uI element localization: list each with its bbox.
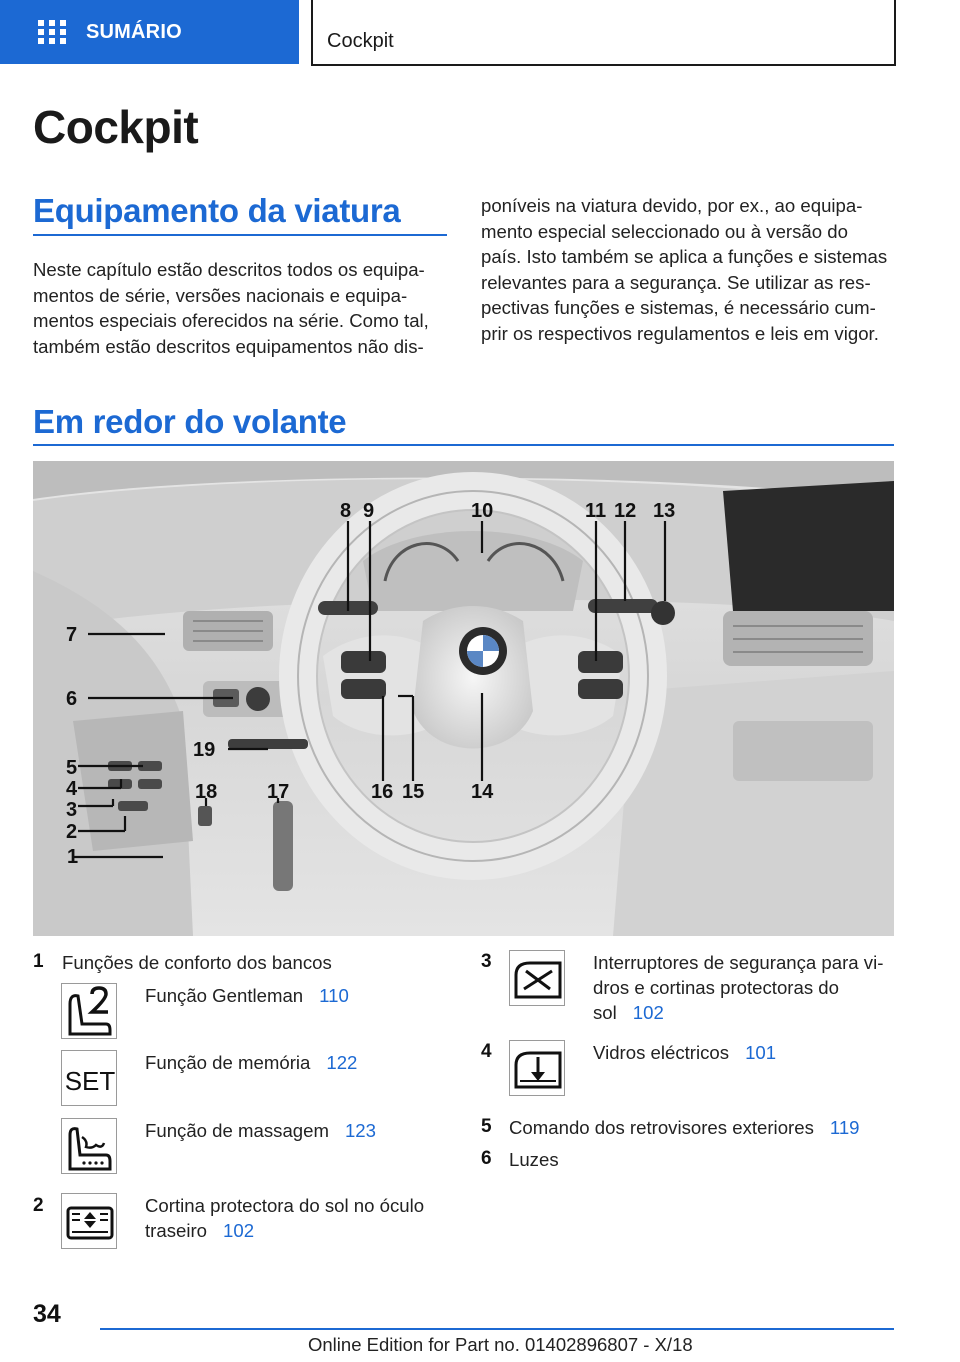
callout-16: 16 bbox=[371, 781, 394, 803]
callout-9: 9 bbox=[363, 500, 375, 522]
page-ref-link[interactable]: 123 bbox=[344, 1120, 376, 1141]
callout-14: 14 bbox=[471, 781, 494, 803]
legend-sub-massage: Função de massagem 123 bbox=[145, 1120, 376, 1141]
page-ref-link[interactable]: 102 bbox=[223, 1220, 255, 1241]
top-navigation bbox=[0, 0, 960, 66]
callout-12: 12 bbox=[614, 500, 637, 522]
callout-4: 4 bbox=[66, 778, 78, 800]
svg-text:SET: SET bbox=[64, 1066, 116, 1096]
callout-5: 5 bbox=[66, 757, 78, 779]
breadcrumb-current[interactable]: Cockpit bbox=[327, 30, 394, 52]
callout-13: 13 bbox=[653, 500, 676, 522]
footer-rule bbox=[100, 1328, 894, 1330]
legend-number: 1 bbox=[33, 951, 44, 972]
edition-note: Online Edition for Part no. 01402896807 - X/18 bbox=[308, 1334, 693, 1355]
page-ref-link[interactable]: 101 bbox=[745, 1042, 777, 1063]
intro-paragraph-right: poníveis na viatura devido, por ex., ao equipa- mento especial seleccionado ou à versão do país. Isto também se aplica a funções e sistemas relevantes para a segurança. Se utilizar as res- pectivas funções e sistemas, é necessário cum- prir os respectivos regulamentos e leis em vigor. bbox=[481, 195, 888, 344]
summary-label: SUMÁRIO bbox=[86, 20, 182, 43]
legend-number: 6 bbox=[481, 1148, 492, 1169]
callout-8: 8 bbox=[340, 500, 352, 522]
section-rule bbox=[33, 444, 894, 446]
page-number: 34 bbox=[33, 1300, 61, 1328]
summary-button[interactable] bbox=[0, 0, 299, 64]
page-ref-link[interactable]: 122 bbox=[326, 1052, 358, 1073]
page-ref-link[interactable]: 102 bbox=[632, 1002, 664, 1023]
rear-sunblind-icon bbox=[61, 1193, 117, 1249]
seat-massage-icon bbox=[61, 1118, 117, 1174]
legend-number: 5 bbox=[481, 1116, 492, 1137]
section-rule bbox=[33, 234, 447, 236]
page-ref-link[interactable]: 110 bbox=[319, 985, 349, 1006]
legend-item-mirrors: Comando dos retrovisores exteriores 119 bbox=[509, 1117, 860, 1138]
callout-7: 7 bbox=[66, 624, 78, 646]
legend-item-seat-comfort: Funções de conforto dos bancos bbox=[62, 952, 332, 973]
callout-19: 19 bbox=[193, 739, 216, 761]
legend-number: 4 bbox=[481, 1041, 492, 1062]
set-memory-icon bbox=[61, 1050, 117, 1106]
legend-sub-gentleman: Função Gentleman 110 bbox=[145, 985, 349, 1006]
cockpit-illustration bbox=[33, 461, 894, 936]
legend-item-rear-sunblind: Cortina protectora do sol no óculo traseiro 102 bbox=[145, 1195, 425, 1241]
section-title-steering: Em redor do volante bbox=[33, 403, 347, 440]
intro-paragraph-left: Neste capítulo estão descritos todos os equipa- mentos de série, versões nacionais e equipa- mentos especiais oferecidos na série. Como tal, também estão descritos equipamentos não dis- bbox=[33, 259, 429, 357]
window-safety-switch-icon bbox=[509, 950, 565, 1006]
legend-item-lights: Luzes bbox=[509, 1149, 559, 1170]
breadcrumb bbox=[311, 0, 896, 66]
legend-item-power-windows: Vidros eléctricos 101 bbox=[593, 1042, 777, 1063]
grid-menu-icon bbox=[38, 20, 66, 44]
callout-18: 18 bbox=[195, 781, 218, 803]
section-title-equipment: Equipamento da viatura bbox=[33, 192, 401, 229]
legend-number: 3 bbox=[481, 951, 492, 972]
callout-1: 1 bbox=[67, 846, 79, 868]
cockpit-drawing bbox=[33, 461, 894, 936]
page-title: Cockpit bbox=[33, 101, 199, 153]
callout-15: 15 bbox=[402, 781, 425, 803]
legend-sub-memory: Função de memória 122 bbox=[145, 1052, 358, 1073]
callout-6: 6 bbox=[66, 688, 78, 710]
callout-11: 11 bbox=[585, 500, 607, 522]
callout-2: 2 bbox=[66, 821, 78, 843]
callout-17: 17 bbox=[267, 781, 290, 803]
callout-10: 10 bbox=[471, 500, 494, 522]
legend-number: 2 bbox=[33, 1195, 44, 1216]
page-ref-link[interactable]: 119 bbox=[829, 1117, 860, 1138]
legend-item-window-safety: Interruptores de segurança para vi- dros e cortinas protectoras do sol 102 bbox=[593, 952, 884, 1023]
power-window-icon bbox=[509, 1040, 565, 1096]
seat-gentleman-icon bbox=[61, 983, 117, 1039]
callout-3: 3 bbox=[66, 799, 78, 821]
